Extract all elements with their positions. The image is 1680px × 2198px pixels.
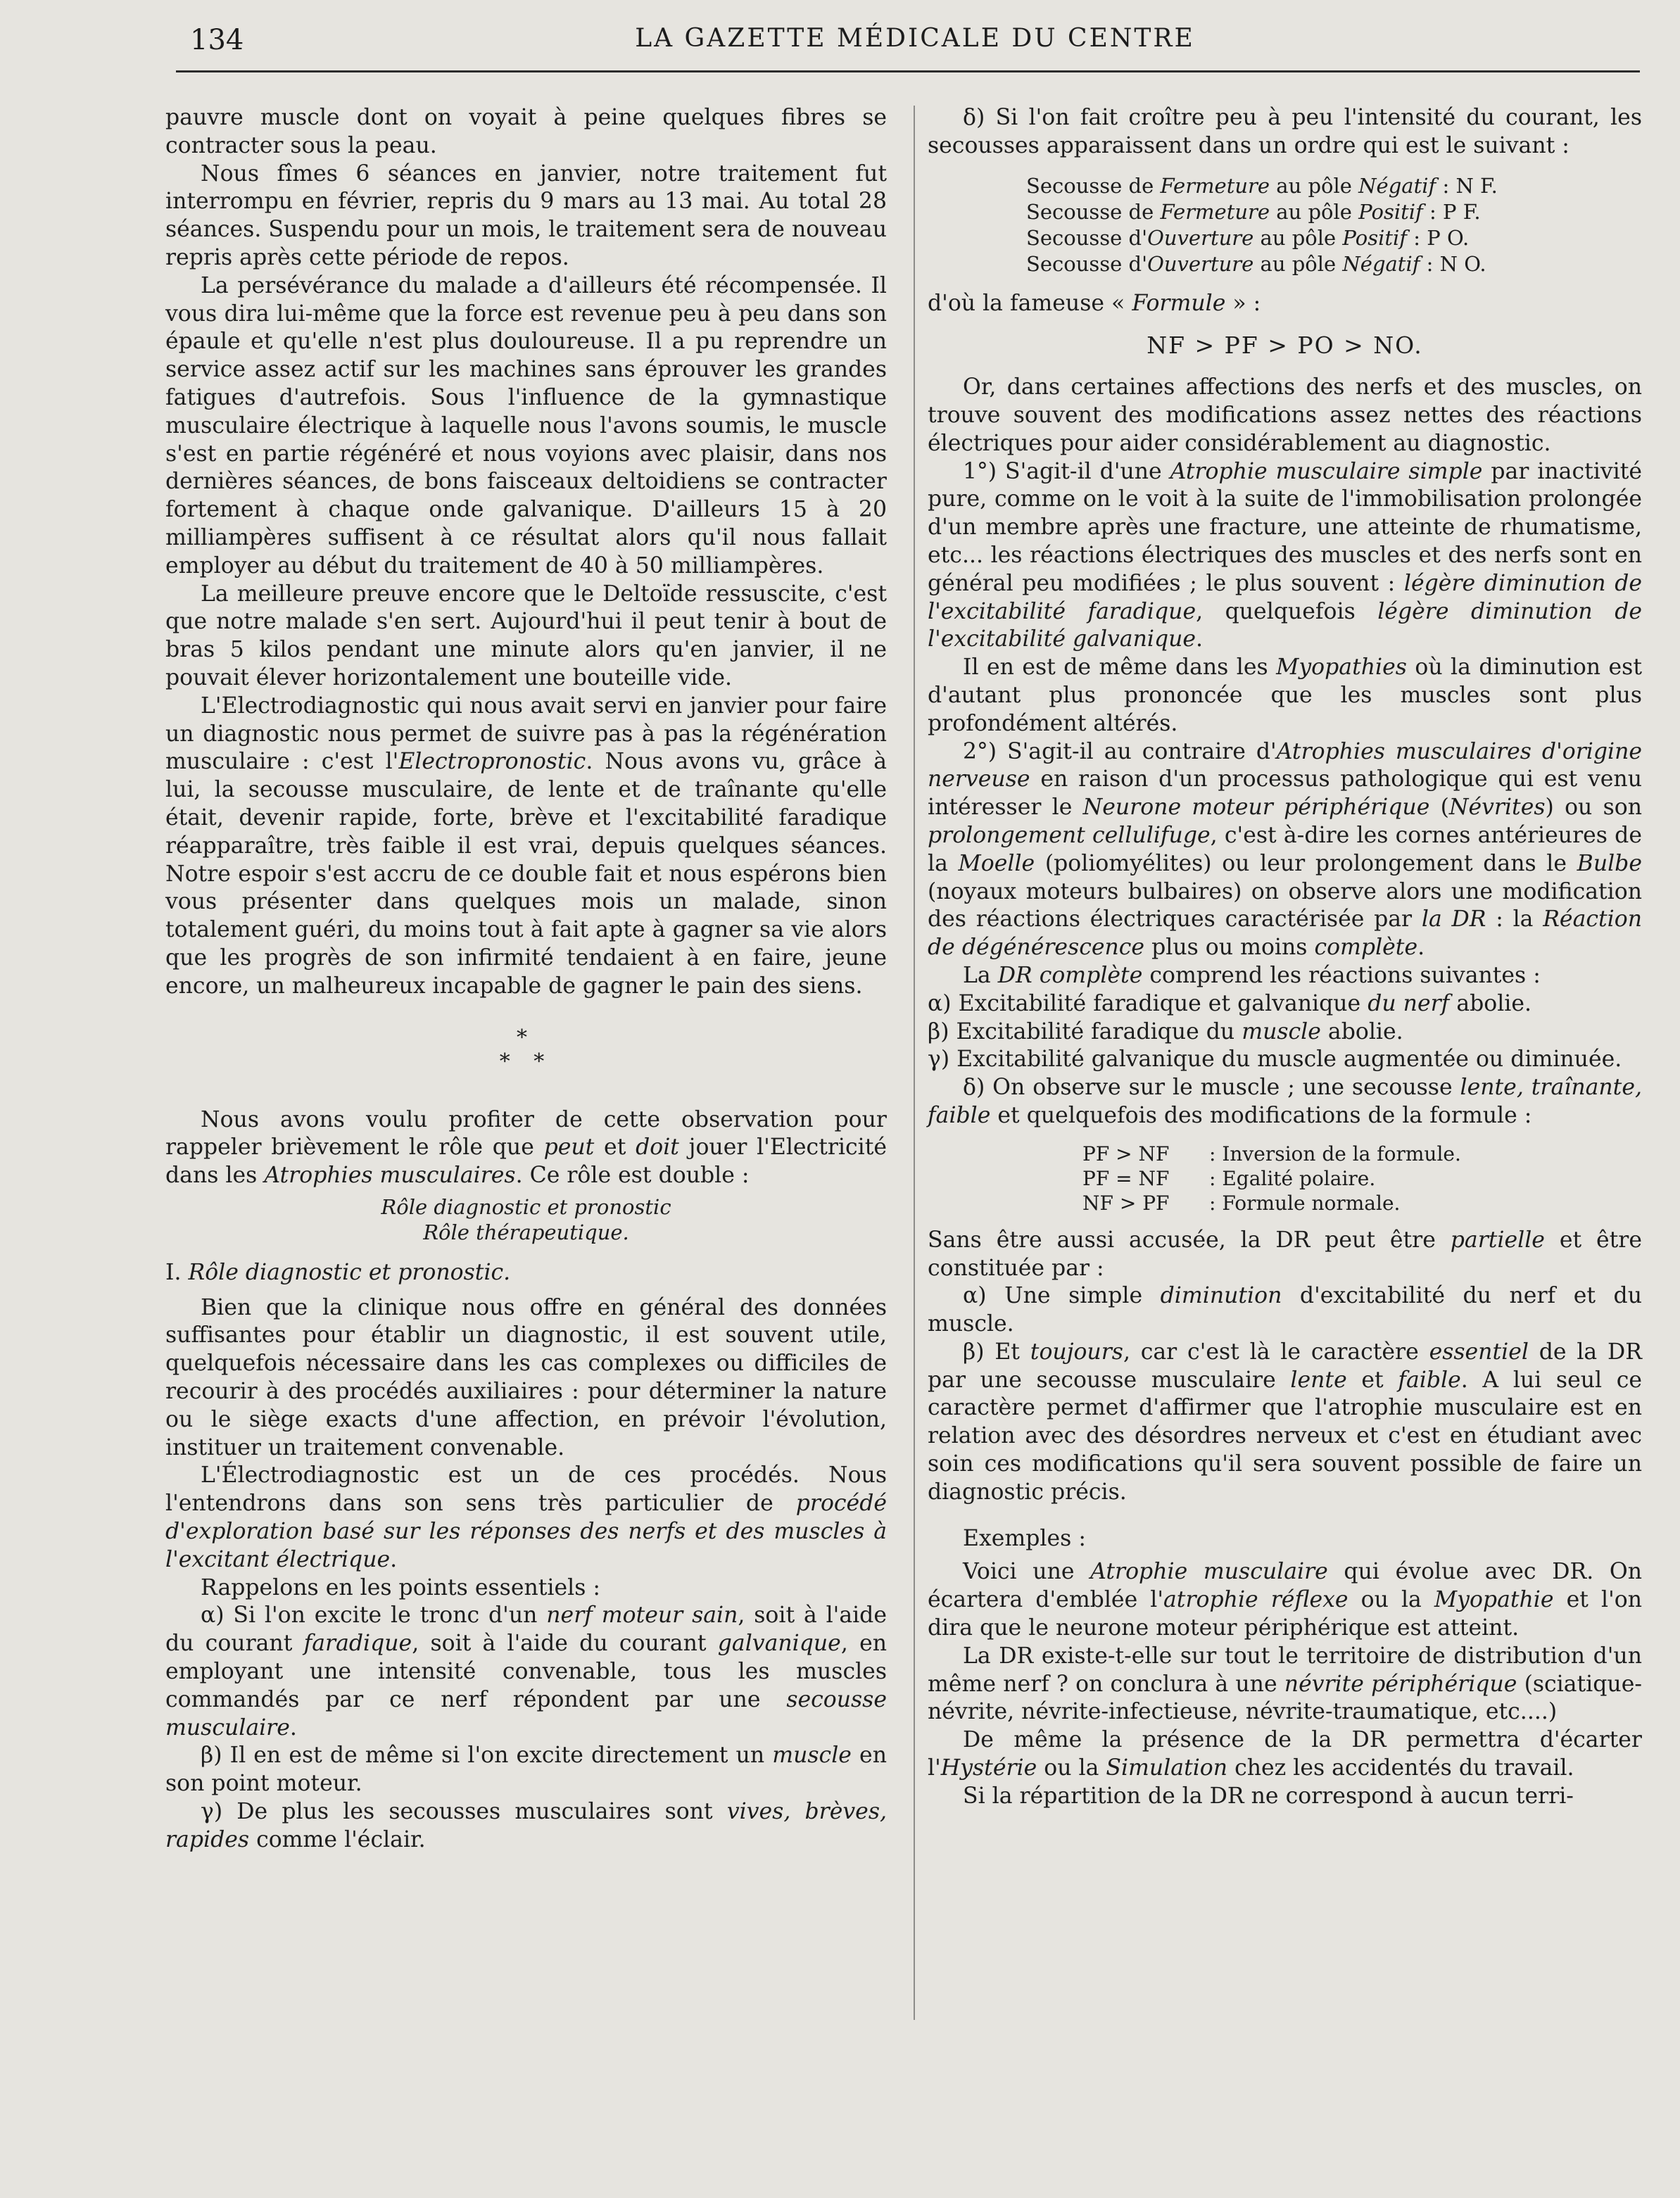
paragraph: La meilleure preuve encore que le Deltoïde ressuscite, c'est que notre malade s'en sert. Aujourd'hui il peut tenir à bout de bras 5 kilos pendant une minute alors qu'en janvier, il ne pouvait élever horizontalement une bouteille vide. xyxy=(165,581,887,690)
paragraph: De même la présence de la DR permettra d'écarter l'Hystérie ou la Simulation chez les accidentés du travail. xyxy=(928,1727,1642,1781)
paragraph: β) Il en est de même si l'on excite directement un muscle en son point moteur. xyxy=(165,1743,887,1797)
list-item: β) Et toujours, car c'est là le caractère essentiel de la DR par une secousse musculaire lente et faible. A lui seul ce caractère permet d'affirmer que l'atrophie musculaire est en relation avec des désordres nerveux et c'est en étudiant avec soin ces modifications qu'il sera souvent possible de faire un diagnostic précis. xyxy=(928,1339,1643,1505)
paragraph: La DR complète comprend les réactions suivantes : xyxy=(963,962,1541,988)
paragraph: Si la répartition de la DR ne correspond à aucun terri- xyxy=(963,1783,1574,1809)
paragraph: Sans être aussi accusée, la DR peut être partielle et être constituée par : xyxy=(928,1227,1643,1281)
paragraph: La persévérance du malade a d'ailleurs été récompensée. Il vous dira lui-même que la force est revenue peu à peu dans son épaule et qu'elle n'est plus douloureuse. Il a pu reprendre un service assez actif sur les machines sans éprouver les grandes fatigues d'autrefois. Sous l'influence de la gymnastique musculaire électrique à laquelle nous l'avons soumis, le muscle s'est en partie régénéré et nous voyions avec plaisir, dans nos dernières séances, de bons faisceaux deltoidiens se contracter fortement à chaque onde galvanique. D'ailleurs 15 à 20 milliampères suffisent à ce résultat alors qu'il nous fallait employer au début du traitement de 40 à 50 milliampères. xyxy=(165,272,887,579)
column-divider xyxy=(914,106,915,2020)
list-item: α) Une simple diminution d'excitabilité du nerf et du muscle. xyxy=(928,1283,1642,1337)
left-column xyxy=(165,104,887,1855)
right-column xyxy=(928,104,1642,1811)
paragraph: La DR existe-t-elle sur tout le territoire de distribution d'un même nerf ? on conclura à une névrite périphérique (sciatique-névrite, névrite-infectieuse, névrite-traumatique, etc....) xyxy=(928,1643,1642,1725)
paragraph: L'Électrodiagnostic est un de ces procédés. Nous l'entendrons dans son sens très particulier de procédé d'exploration basé sur les réponses des nerfs et des muscles à l'excitant électrique. xyxy=(165,1463,887,1572)
list-item: α) Excitabilité faradique et galvanique du nerf abolie. xyxy=(928,990,1532,1016)
section-separator: * * * xyxy=(499,1025,553,1074)
paragraph: Bien que la clinique nous offre en général des données suffisantes pour établir un diagnostic, il est souvent utile, quelquefois nécessaire dans les cas complexes ou difficiles de recourir à des procédés auxiliaires : pour déterminer la nature ou le siège exacts d'une affection, en prévoir l'évolution, instituer un traitement convenable. xyxy=(165,1294,887,1460)
paragraph: Nous avons voulu profiter de cette observation pour rappeler brièvement le rôle que peut et doit jouer l'Electricité dans les Atrophies musculaires. Ce rôle est double : xyxy=(165,1106,888,1189)
journal-title: LA GAZETTE MÉDICALE DU CENTRE xyxy=(635,24,1195,53)
page-header xyxy=(190,21,1640,63)
paragraph: Rappelons en les points essentiels : xyxy=(201,1574,600,1600)
paragraph: Nous fîmes 6 séances en janvier, notre traitement fut interrompu en février, repris du 9 mars au 13 mai. Au total 28 séances. Suspendu pour un mois, le traitement sera de nouveau repris après cette période de repos. xyxy=(165,160,887,270)
formula-modifications: PF > NF : Inversion de la formule. PF = NF : Egalité polaire. NF > PF : Formule normale. xyxy=(1082,1142,1461,1215)
secousse-sequence: Secousse de Fermeture au pôle Négatif : N F. Secousse de Fermeture au pôle Positif : P F. Secousse d'Ouverture au pôle Positif : P O. Secousse d'Ouverture au pôle Négatif : N O. xyxy=(1026,173,1498,276)
roles-list: Rôle diagnostic et pronostic Rôle thérapeutique. xyxy=(381,1194,671,1244)
paragraph: pauvre muscle dont on voyait à peine quelques fibres se contracter sous la peau. xyxy=(165,105,887,158)
paragraph: α) Si l'on excite le tronc d'un nerf moteur sain, soit à l'aide du courant faradique, soit à l'aide du courant galvanique, en employant une intensité convenable, tous les muscles commandés par ce nerf répondent par une secousse musculaire. xyxy=(165,1603,887,1741)
paragraph: Voici une Atrophie musculaire qui évolue avec DR. On écartera d'emblée l'atrophie réflexe ou la Myopathie et l'on dira que le neurone moteur périphérique est atteint. xyxy=(928,1559,1642,1641)
examples-heading: Exemples : xyxy=(963,1525,1086,1551)
paragraph: 1°) S'agit-il d'une Atrophie musculaire simple par inactivité pure, comme on le voit à la suite de l'immobilisation prolongée d'un membre après une fracture, une atteinte de rhumatisme, etc... les réactions électriques des muscles et des nerfs sont en général peu modifiées ; le plus souvent : légère diminution de l'excitabilité faradique, quelquefois légère diminution de l'excitabilité galvanique. xyxy=(928,458,1642,652)
paragraph: γ) De plus les secousses musculaires sont vives, brèves, rapides comme l'éclair. xyxy=(165,1799,887,1852)
page-number: 134 xyxy=(190,24,244,56)
list-item: β) Excitabilité faradique du muscle abolie. xyxy=(928,1018,1403,1044)
paragraph: Or, dans certaines affections des nerfs et des muscles, on trouve souvent des modifications assez nettes des réactions électriques pour aider considérablement au diagnostic. xyxy=(928,374,1642,456)
formula: NF > PF > PO > NO. xyxy=(1147,331,1423,360)
paragraph: 2°) S'agit-il au contraire d'Atrophies musculaires d'origine nerveuse en raison d'un processus pathologique qui est venu intéresser le Neurone moteur périphérique (Névrites) ou son prolongement cellulifuge, c'est à-dire les cornes antérieures de la Moelle (poliomyélites) ou leur prolongement dans le Bulbe (noyaux moteurs bulbaires) on observe alors une modification des réactions électriques caractérisée par la DR : la Réaction de dégénérescence plus ou moins complète. xyxy=(928,738,1642,961)
list-item: γ) Excitabilité galvanique du muscle augmentée ou diminuée. xyxy=(928,1047,1622,1073)
paragraph: Il en est de même dans les Myopathies où la diminution est d'autant plus prononcée que les muscles sont plus profondément altérés. xyxy=(928,655,1643,736)
paragraph: δ) Si l'on fait croître peu à peu l'intensité du courant, les secousses apparaissent dans un ordre qui est le suivant : xyxy=(928,105,1642,158)
list-item: δ) On observe sur le muscle ; une secousse lente, traînante, faible et quelquefois des modifications de la formule : xyxy=(928,1075,1642,1128)
section-heading: I. Rôle diagnostic et pronostic. xyxy=(165,1259,511,1285)
paragraph: L'Electrodiagnostic qui nous avait servi en janvier pour faire un diagnostic nous permet de suivre pas à pas la régénération musculaire : c'est l'Electropronostic. Nous avons vu, grâce à lui, la secousse musculaire, de lente et de traînante qu'elle était, devenir rapide, forte, brève et l'excitabilité faradique réapparaître, très faible il est vrai, depuis quelques séances. Notre espoir s'est accru de ce double fait et nous espérons bien vous présenter dans quelques mois un malade, sinon totalement guéri, du moins tout à fait apte à gagner sa vie alors que les progrès de son infirmité tendaient à en faire, jeune encore, un malheureux incapable de gagner le pain des siens. xyxy=(165,693,887,999)
header-rule xyxy=(176,70,1640,72)
paragraph: d'où la fameuse « Formule » : xyxy=(928,290,1261,316)
